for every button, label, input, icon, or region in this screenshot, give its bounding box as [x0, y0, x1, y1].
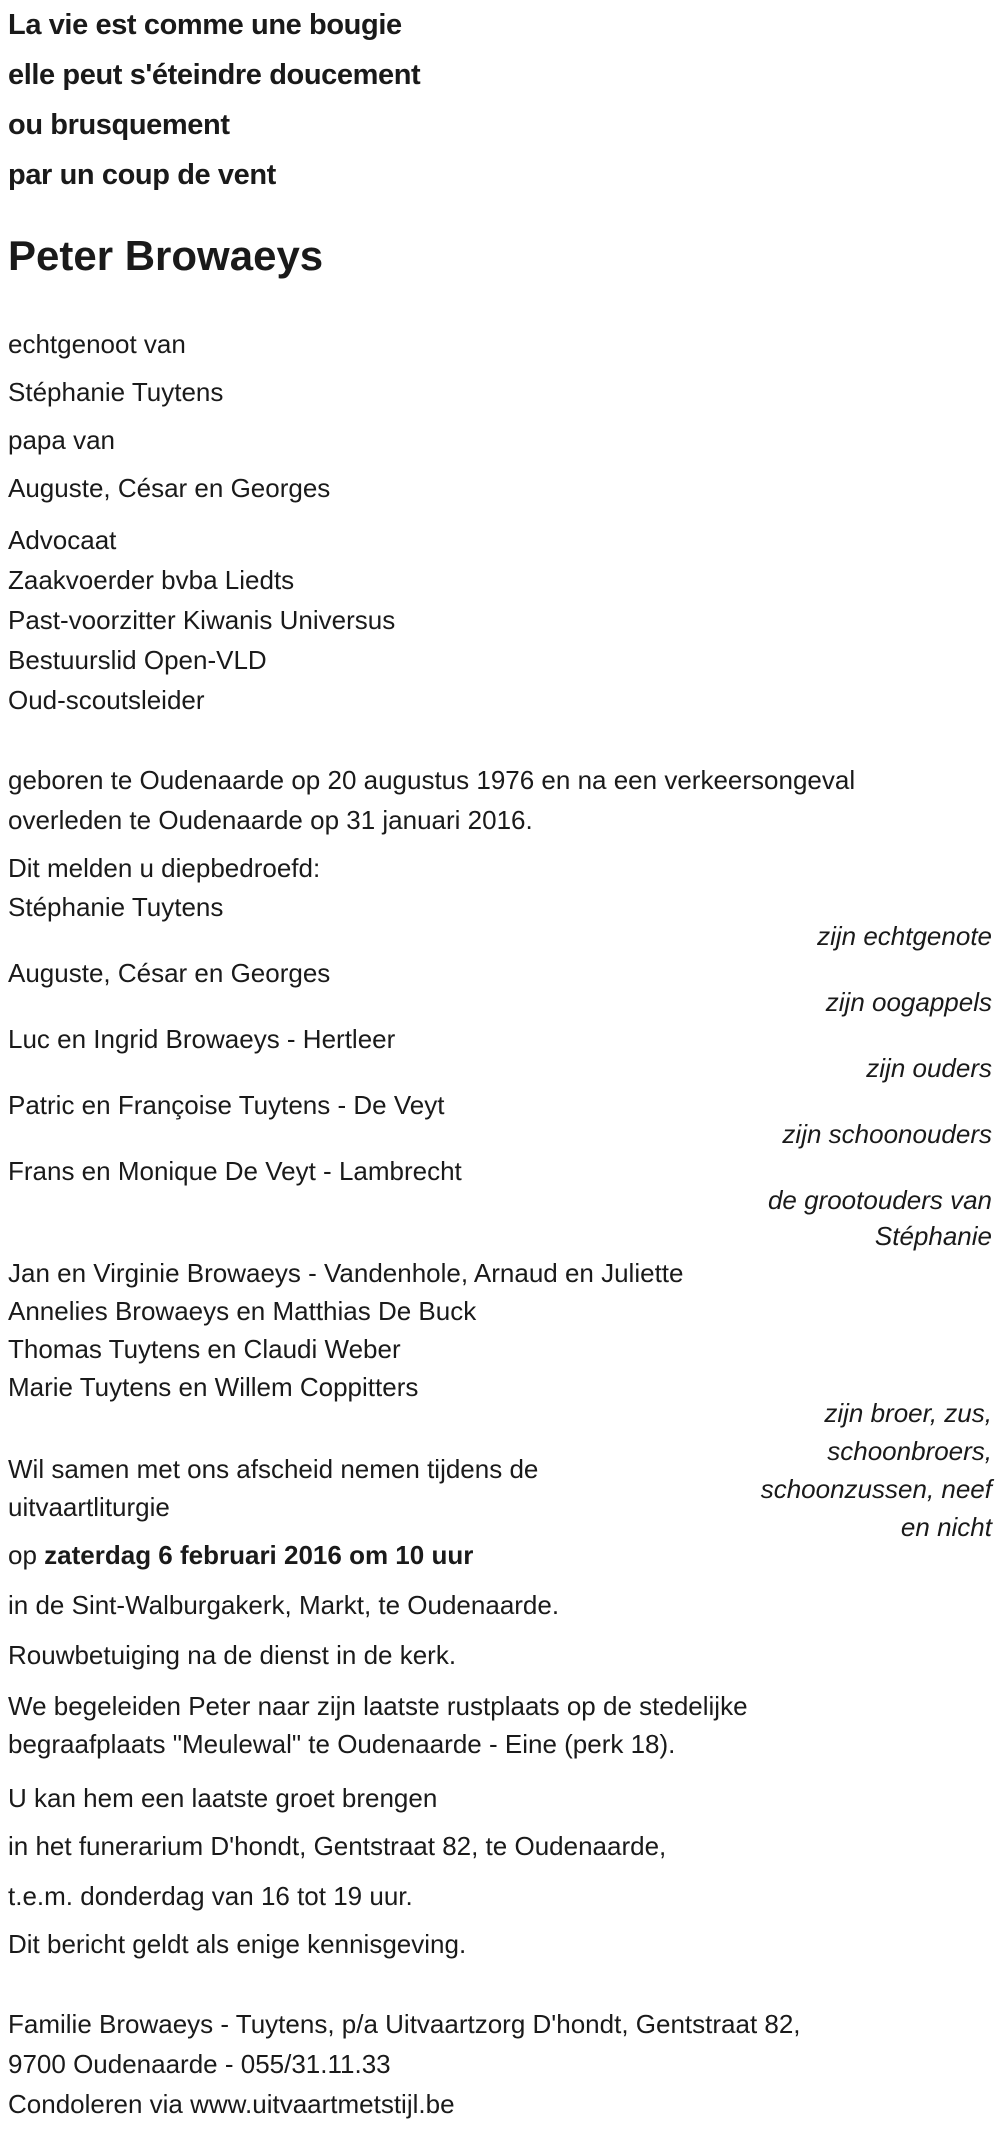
- family-member-name: Jan en Virginie Browaeys - Vandenhole, Arnaud en Juliette: [8, 1258, 684, 1288]
- condolences-note: Rouwbetuiging na de dienst in de kerk.: [8, 1640, 457, 1670]
- opening-poem: [8, 0, 992, 200]
- family-member-name: Marie Tuytens en Willem Coppitters: [8, 1372, 419, 1402]
- role-line: Advocaat: [8, 525, 117, 555]
- poem-line: elle peut s'éteindre doucement: [8, 59, 421, 91]
- family-relation-label: zijn oogappels: [825, 987, 992, 1017]
- burial-line: begraafplaats "Meulewal" te Oudenaarde - Eine (perk 18).: [8, 1729, 676, 1759]
- funerarium-address: in het funerarium D'hondt, Gentstraat 82, te Oudenaarde,: [8, 1831, 667, 1861]
- family-entry: [8, 888, 992, 954]
- ceremony-date: zaterdag 6 februari 2016 om 10 uur: [44, 1540, 474, 1570]
- family-member-name: Patric en Françoise Tuytens - De Veyt: [8, 1090, 445, 1120]
- spouse-name: Stéphanie Tuytens: [8, 377, 224, 407]
- invitation-line: uitvaartliturgie: [8, 1492, 170, 1522]
- footer-family-address: Familie Browaeys - Tuytens, p/a Uitvaartzorg D'hondt, Gentstraat 82,: [8, 2009, 801, 2039]
- role-line: Oud-scoutsleider: [8, 685, 205, 715]
- family-member-name: Frans en Monique De Veyt - Lambrecht: [8, 1156, 462, 1186]
- roles-list: [8, 520, 992, 720]
- role-line: Bestuurslid Open-VLD: [8, 645, 267, 675]
- family-relation-label-group: [761, 1394, 992, 1546]
- family-relation-label: zijn ouders: [866, 1053, 992, 1083]
- family-member-name: Luc en Ingrid Browaeys - Hertleer: [8, 1024, 396, 1054]
- invitation-line: Wil samen met ons afscheid nemen tijdens de: [8, 1454, 539, 1484]
- burial-info: [8, 1687, 992, 1763]
- spouse-children-block: [8, 320, 992, 512]
- relation-label-spouse: echtgenoot van: [8, 329, 186, 359]
- family-member-name: Thomas Tuytens en Claudi Weber: [8, 1334, 401, 1364]
- ceremony-location: in de Sint-Walburgakerk, Markt, te Oudenaarde.: [8, 1590, 560, 1620]
- deceased-name: Peter Browaeys: [8, 232, 324, 279]
- contact-footer: [8, 2004, 992, 2124]
- poem-line: ou brusquement: [8, 109, 230, 141]
- family-relation-label: de grootouders van: [767, 1185, 992, 1215]
- burial-line: We begeleiden Peter naar zijn laatste rustplaats op de stedelijke: [8, 1691, 748, 1721]
- role-line: Zaakvoerder bvba Liedts: [8, 565, 295, 595]
- family-relation-label: schoonbroers,: [827, 1436, 992, 1466]
- family-member-name: Stéphanie Tuytens: [8, 892, 224, 922]
- visiting-hours: t.e.m. donderdag van 16 tot 19 uur.: [8, 1881, 413, 1911]
- family-member-name: Annelies Browaeys en Matthias De Buck: [8, 1296, 477, 1326]
- footer-condolence-website: Condoleren via www.uitvaartmetstijl.be: [8, 2089, 455, 2119]
- family-entry: [8, 954, 992, 1020]
- family-relation-label: schoonzussen, neef: [760, 1474, 992, 1504]
- date-prefix: op: [8, 1540, 45, 1570]
- last-greeting-note: U kan hem een laatste groet brengen: [8, 1783, 438, 1813]
- notice-line: Dit bericht geldt als enige kennisgeving.: [8, 1929, 467, 1959]
- footer-city-phone: 9700 Oudenaarde - 055/31.11.33: [8, 2049, 391, 2079]
- family-relation-label: zijn echtgenote: [817, 921, 992, 951]
- family-entry: [8, 1086, 992, 1152]
- poem-line: par un coup de vent: [8, 159, 276, 191]
- birth-line: geboren te Oudenaarde op 20 augustus 1976 en na een verkeersongeval: [8, 765, 856, 795]
- family-entry: [8, 1254, 992, 1406]
- relation-label-children: papa van: [8, 425, 115, 455]
- announcement-intro: Dit melden u diepbedroefd:: [8, 853, 321, 883]
- family-relation-label: Stéphanie: [874, 1221, 992, 1251]
- family-entry: [8, 1020, 992, 1086]
- family-relation-label: zijn schoonouders: [782, 1119, 992, 1149]
- children-names: Auguste, César en Georges: [8, 473, 331, 503]
- poem-line: La vie est comme une bougie: [8, 9, 402, 41]
- family-entry: [8, 1152, 992, 1254]
- family-member-name: Auguste, César en Georges: [8, 958, 331, 988]
- death-line: overleden te Oudenaarde op 31 januari 2016.: [8, 805, 533, 835]
- family-relation-label: zijn broer, zus,: [824, 1398, 992, 1428]
- family-relation-label: en nicht: [900, 1512, 992, 1542]
- role-line: Past-voorzitter Kiwanis Universus: [8, 605, 396, 635]
- birth-death-info: [8, 760, 992, 840]
